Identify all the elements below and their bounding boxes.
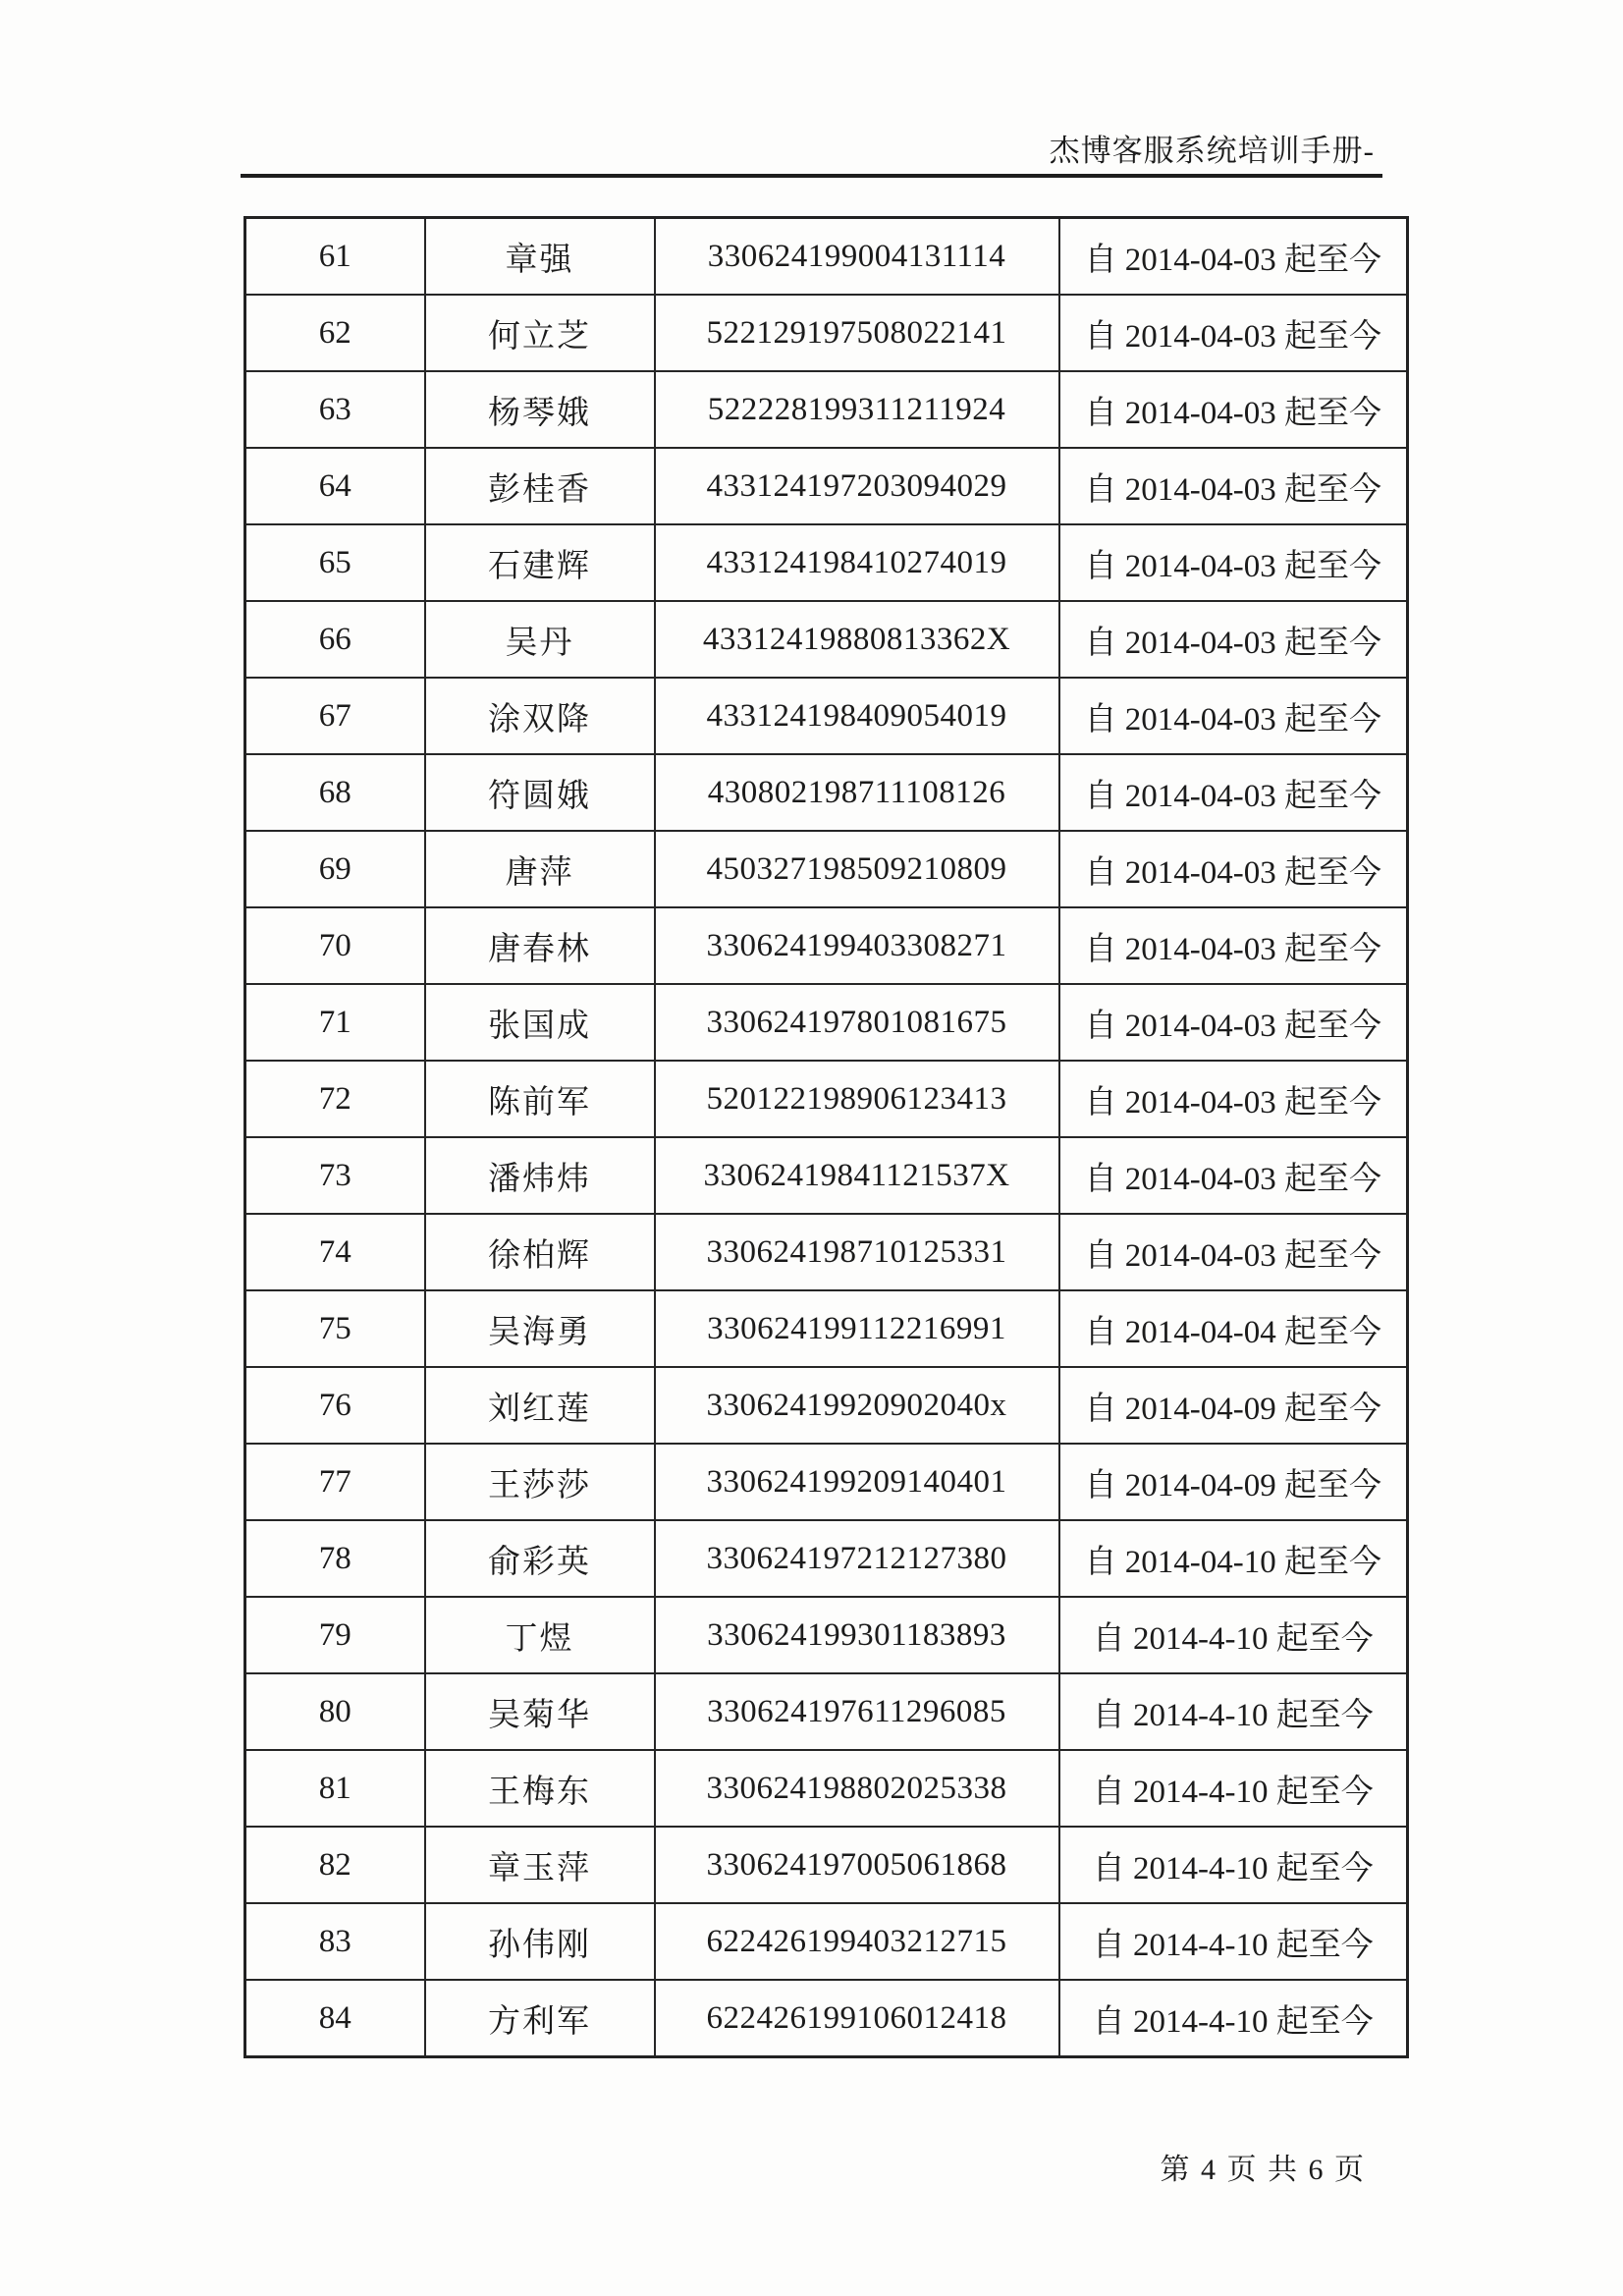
- cell-period: 自 2014-4-10 起至今: [1059, 1980, 1408, 2057]
- cell-id-number: 430802198711108126: [655, 754, 1059, 831]
- cell-name: 潘炜炜: [425, 1137, 655, 1214]
- table-row: [245, 1444, 1408, 1520]
- table-row: [245, 907, 1408, 984]
- cell-no: 61: [245, 218, 425, 296]
- cell-period: 自 2014-04-03 起至今: [1059, 984, 1408, 1061]
- cell-id-number: 330624199112216991: [655, 1290, 1059, 1367]
- cell-name: 张国成: [425, 984, 655, 1061]
- cell-no: 79: [245, 1597, 425, 1673]
- cell-no: 72: [245, 1061, 425, 1137]
- cell-name: 杨琴娥: [425, 371, 655, 448]
- cell-name: 方利军: [425, 1980, 655, 2057]
- cell-period: 自 2014-04-03 起至今: [1059, 448, 1408, 524]
- cell-no: 78: [245, 1520, 425, 1597]
- table-row: [245, 1980, 1408, 2057]
- staff-table: [243, 216, 1409, 2058]
- cell-no: 71: [245, 984, 425, 1061]
- cell-id-number: 622426199106012418: [655, 1980, 1059, 2057]
- cell-name: 陈前军: [425, 1061, 655, 1137]
- cell-id-number: 622426199403212715: [655, 1903, 1059, 1980]
- cell-name: 徐柏辉: [425, 1214, 655, 1290]
- cell-period: 自 2014-04-03 起至今: [1059, 601, 1408, 678]
- cell-period: 自 2014-04-03 起至今: [1059, 1061, 1408, 1137]
- cell-name: 孙伟刚: [425, 1903, 655, 1980]
- table-row: [245, 1367, 1408, 1444]
- table-row: [245, 754, 1408, 831]
- table-row: [245, 524, 1408, 601]
- cell-no: 80: [245, 1673, 425, 1750]
- table-row: [245, 984, 1408, 1061]
- cell-period: 自 2014-04-03 起至今: [1059, 371, 1408, 448]
- cell-id-number: 330624198710125331: [655, 1214, 1059, 1290]
- table-row: [245, 678, 1408, 754]
- table-row: [245, 1597, 1408, 1673]
- cell-name: 符圆娥: [425, 754, 655, 831]
- cell-period: 自 2014-4-10 起至今: [1059, 1673, 1408, 1750]
- cell-no: 62: [245, 295, 425, 371]
- cell-no: 66: [245, 601, 425, 678]
- cell-no: 81: [245, 1750, 425, 1827]
- cell-no: 76: [245, 1367, 425, 1444]
- cell-name: 俞彩英: [425, 1520, 655, 1597]
- table-row: [245, 295, 1408, 371]
- cell-name: 章强: [425, 218, 655, 296]
- cell-id-number: 450327198509210809: [655, 831, 1059, 907]
- table-row: [245, 1750, 1408, 1827]
- cell-no: 67: [245, 678, 425, 754]
- table-row: [245, 1520, 1408, 1597]
- cell-id-number: 330624199403308271: [655, 907, 1059, 984]
- cell-name: 唐萍: [425, 831, 655, 907]
- cell-period: 自 2014-4-10 起至今: [1059, 1903, 1408, 1980]
- cell-name: 章玉萍: [425, 1827, 655, 1903]
- table-row: [245, 371, 1408, 448]
- cell-name: 王莎莎: [425, 1444, 655, 1520]
- table-row: [245, 448, 1408, 524]
- cell-id-number: 520122198906123413: [655, 1061, 1059, 1137]
- cell-period: 自 2014-04-03 起至今: [1059, 1214, 1408, 1290]
- cell-no: 63: [245, 371, 425, 448]
- table-row: [245, 1827, 1408, 1903]
- cell-period: 自 2014-04-10 起至今: [1059, 1520, 1408, 1597]
- cell-period: 自 2014-04-03 起至今: [1059, 907, 1408, 984]
- cell-name: 唐春林: [425, 907, 655, 984]
- cell-no: 68: [245, 754, 425, 831]
- cell-name: 刘红莲: [425, 1367, 655, 1444]
- cell-no: 82: [245, 1827, 425, 1903]
- table-row: [245, 831, 1408, 907]
- cell-id-number: 330624197212127380: [655, 1520, 1059, 1597]
- cell-name: 丁煜: [425, 1597, 655, 1673]
- cell-period: 自 2014-04-03 起至今: [1059, 831, 1408, 907]
- cell-no: 74: [245, 1214, 425, 1290]
- cell-id-number: 330624199004131114: [655, 218, 1059, 296]
- cell-no: 64: [245, 448, 425, 524]
- cell-id-number: 330624198802025338: [655, 1750, 1059, 1827]
- cell-id-number: 33062419841121537X: [655, 1137, 1059, 1214]
- cell-id-number: 433124197203094029: [655, 448, 1059, 524]
- cell-period: 自 2014-04-03 起至今: [1059, 524, 1408, 601]
- page-number: 第 4 页 共 6 页: [1160, 2154, 1366, 2186]
- cell-period: 自 2014-4-10 起至今: [1059, 1750, 1408, 1827]
- cell-period: 自 2014-4-10 起至今: [1059, 1827, 1408, 1903]
- cell-period: 自 2014-04-09 起至今: [1059, 1444, 1408, 1520]
- cell-id-number: 330624197005061868: [655, 1827, 1059, 1903]
- cell-name: 吴菊华: [425, 1673, 655, 1750]
- cell-no: 65: [245, 524, 425, 601]
- cell-id-number: 433124198410274019: [655, 524, 1059, 601]
- page-header-title: 杰博客服系统培训手册-: [1049, 134, 1375, 168]
- cell-period: 自 2014-04-03 起至今: [1059, 1137, 1408, 1214]
- table-row: [245, 601, 1408, 678]
- cell-period: 自 2014-4-10 起至今: [1059, 1597, 1408, 1673]
- table-row: [245, 1673, 1408, 1750]
- cell-no: 73: [245, 1137, 425, 1214]
- cell-name: 彭桂香: [425, 448, 655, 524]
- table-row: [245, 1061, 1408, 1137]
- cell-period: 自 2014-04-09 起至今: [1059, 1367, 1408, 1444]
- table-row: [245, 1290, 1408, 1367]
- header-rule: [241, 174, 1382, 178]
- cell-no: 75: [245, 1290, 425, 1367]
- cell-id-number: 43312419880813362X: [655, 601, 1059, 678]
- cell-no: 77: [245, 1444, 425, 1520]
- cell-name: 王梅东: [425, 1750, 655, 1827]
- cell-id-number: 433124198409054019: [655, 678, 1059, 754]
- cell-period: 自 2014-04-03 起至今: [1059, 295, 1408, 371]
- cell-id-number: 522228199311211924: [655, 371, 1059, 448]
- cell-name: 涂双降: [425, 678, 655, 754]
- cell-id-number: 330624197611296085: [655, 1673, 1059, 1750]
- cell-no: 69: [245, 831, 425, 907]
- cell-period: 自 2014-04-04 起至今: [1059, 1290, 1408, 1367]
- cell-id-number: 522129197508022141: [655, 295, 1059, 371]
- cell-id-number: 330624199209140401: [655, 1444, 1059, 1520]
- table-row: [245, 218, 1408, 296]
- cell-no: 84: [245, 1980, 425, 2057]
- cell-name: 何立芝: [425, 295, 655, 371]
- cell-period: 自 2014-04-03 起至今: [1059, 218, 1408, 296]
- cell-id-number: 330624199301183893: [655, 1597, 1059, 1673]
- cell-no: 83: [245, 1903, 425, 1980]
- cell-period: 自 2014-04-03 起至今: [1059, 678, 1408, 754]
- cell-period: 自 2014-04-03 起至今: [1059, 754, 1408, 831]
- table-row: [245, 1214, 1408, 1290]
- cell-name: 吴海勇: [425, 1290, 655, 1367]
- cell-id-number: 330624197801081675: [655, 984, 1059, 1061]
- table-body: [245, 218, 1408, 2057]
- table-row: [245, 1903, 1408, 1980]
- cell-name: 石建辉: [425, 524, 655, 601]
- table-row: [245, 1137, 1408, 1214]
- cell-name: 吴丹: [425, 601, 655, 678]
- cell-id-number: 33062419920902040x: [655, 1367, 1059, 1444]
- cell-no: 70: [245, 907, 425, 984]
